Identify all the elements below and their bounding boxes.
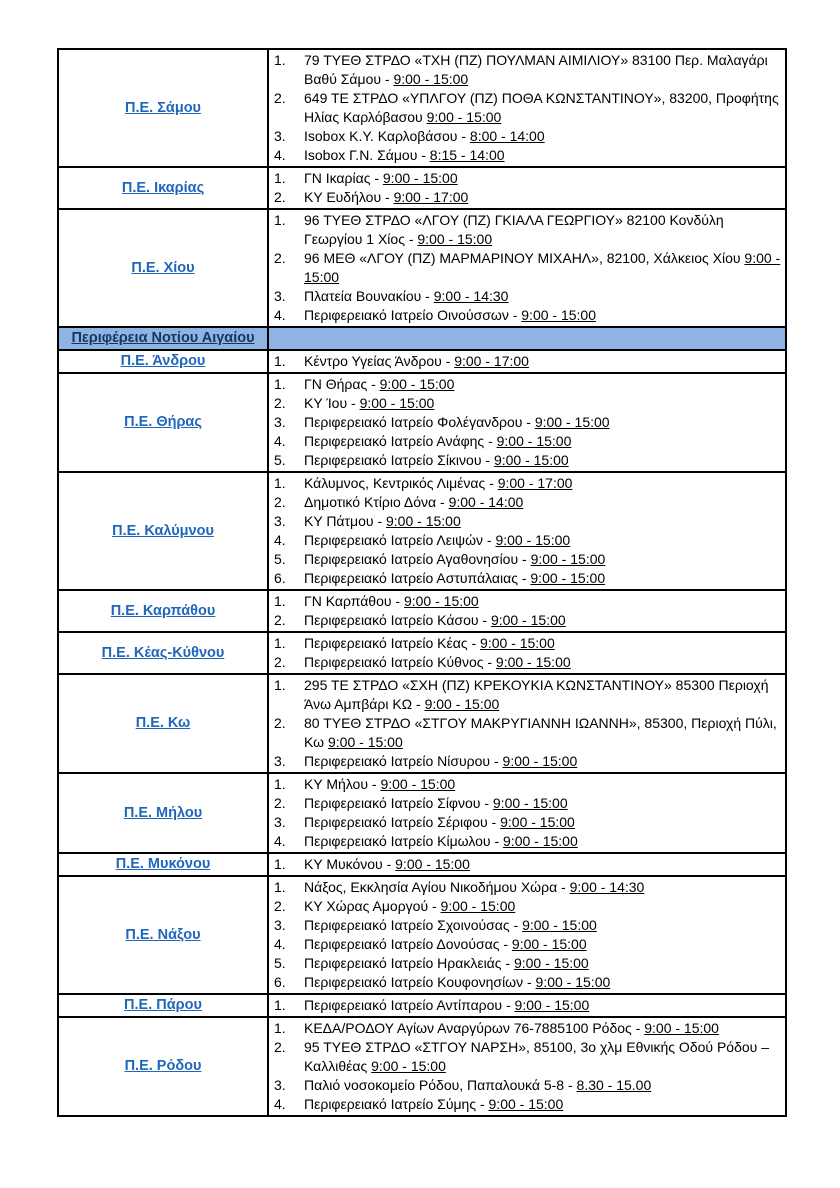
opening-hours: 9:00 - 15:00 xyxy=(380,776,456,792)
list-item-number: 5. xyxy=(274,551,286,567)
list-item xyxy=(269,432,785,451)
list-item-text xyxy=(304,611,785,630)
list-item xyxy=(269,714,785,752)
list-item-text xyxy=(304,211,785,249)
region-cell xyxy=(58,994,268,1017)
region-link[interactable]: Π.Ε. Κέας-Κύθνου xyxy=(101,644,225,661)
list-item xyxy=(269,1038,785,1076)
list-item-number: 4. xyxy=(274,147,286,163)
list-item xyxy=(269,752,785,771)
region-link[interactable]: Π.Ε. Νάξου xyxy=(125,926,201,943)
opening-hours: 9:00 - 15:00 xyxy=(371,1058,446,1074)
opening-hours: 9:00 - 15:00 xyxy=(500,814,575,830)
list-item xyxy=(269,916,785,935)
opening-hours: 9:00 - 15:00 xyxy=(511,936,587,952)
list-item-number: 3. xyxy=(274,513,286,529)
list-item xyxy=(269,634,785,653)
opening-hours: 9:00 - 15:00 xyxy=(426,109,502,125)
list-item-number: 1. xyxy=(274,997,286,1013)
opening-hours: 9:00 - 15:00 xyxy=(395,856,470,872)
opening-hours: 9:00 - 14:00 xyxy=(448,494,524,510)
list-item-text xyxy=(304,531,785,550)
opening-hours: 8.30 - 15.00 xyxy=(576,1077,652,1093)
list-item xyxy=(269,550,785,569)
region-cell xyxy=(58,373,268,472)
location-name: ΚΕΔΑ/ΡΟΔΟΥ Αγίων Αναργύρων 76-7885100 Ρόδος - xyxy=(304,1020,645,1036)
region-cell xyxy=(58,167,268,209)
opening-hours: 9:00 - 15:00 xyxy=(480,635,555,651)
location-name: Περιφερειακό Ιατρείο Σίφνου - xyxy=(304,795,493,811)
list-item-number: 3. xyxy=(274,1077,286,1093)
list-item-text xyxy=(304,493,785,512)
list-item-text xyxy=(304,855,785,874)
list-item-number: 1. xyxy=(274,856,286,872)
list-item-text xyxy=(304,512,785,531)
list-item-number: 1. xyxy=(274,52,286,68)
list-item-number: 1. xyxy=(274,353,286,369)
list-item-number: 1. xyxy=(274,1020,286,1036)
list-item-text xyxy=(304,352,785,371)
section-header-label: Περιφέρεια Νοτίου Αιγαίου xyxy=(71,330,255,346)
opening-hours: 9:00 - 15:00 xyxy=(379,376,455,392)
region-cell xyxy=(58,350,268,373)
opening-hours: 9:00 - 15:00 xyxy=(382,170,458,186)
items-cell xyxy=(268,853,786,876)
region-row xyxy=(58,773,786,853)
list-item-number: 1. xyxy=(274,475,286,491)
location-name: Παλιό νοσοκομείο Ρόδου, Παπαλουκά 5-8 - xyxy=(304,1077,577,1093)
items-cell xyxy=(268,167,786,209)
location-name: ΚΥ Ευδήλου - xyxy=(304,189,394,205)
opening-hours: 8:15 - 14:00 xyxy=(429,147,505,163)
list-item-number: 1. xyxy=(274,376,286,392)
region-link[interactable]: Π.Ε. Χίου xyxy=(131,259,195,276)
list-item-number: 5. xyxy=(274,452,286,468)
list-item xyxy=(269,413,785,432)
list-item xyxy=(269,188,785,207)
items-cell xyxy=(268,49,786,167)
list-item-text xyxy=(304,592,785,611)
items-cell xyxy=(268,674,786,773)
list-item xyxy=(269,249,785,287)
opening-hours: 9:00 - 15:00 xyxy=(403,593,479,609)
region-link[interactable]: Π.Ε. Μήλου xyxy=(123,804,203,821)
region-row xyxy=(58,590,786,632)
list-item-number: 4. xyxy=(274,433,286,449)
list-item xyxy=(269,451,785,470)
region-row xyxy=(58,1017,786,1116)
location-name: Κάλυμνος, Κεντρικός Λιμένας - xyxy=(304,475,498,491)
opening-hours: 9:00 - 15:00 xyxy=(492,795,568,811)
list-item xyxy=(269,169,785,188)
list-item-text xyxy=(304,451,785,470)
location-name: ΓΝ Καρπάθου - xyxy=(304,593,404,609)
list-item-text xyxy=(304,188,785,207)
location-name: Isobox Κ.Υ. Καρλοβάσου - xyxy=(304,128,470,144)
list-item-number: 2. xyxy=(274,795,286,811)
list-item xyxy=(269,1095,785,1114)
list-item-number: 2. xyxy=(274,898,286,914)
list-item-number: 1. xyxy=(274,212,286,228)
list-item-number: 2. xyxy=(274,189,286,205)
region-row xyxy=(58,472,786,590)
list-item-number: 2. xyxy=(274,250,286,266)
table-body xyxy=(58,49,786,1116)
location-name: Περιφερειακό Ιατρείο Σέριφου - xyxy=(304,814,501,830)
location-name: Περιφερειακό Ιατρείο Φολέγανδρου - xyxy=(304,414,535,430)
region-cell xyxy=(58,632,268,674)
items-cell xyxy=(268,1017,786,1116)
list-item-text xyxy=(304,146,785,165)
list-item-text xyxy=(304,714,785,752)
location-name: 96 ΤΥΕΘ ΣΤΡΔΟ «ΛΓΟΥ (ΠΖ) ΓΚΙΑΛΑ ΓΕΩΡΓΙΟΥ» 82100 Κονδύλη Γεωργίου 1 Χίος - xyxy=(304,212,724,247)
location-name: Περιφερειακό Ιατρείο Νίσυρου - xyxy=(304,753,503,769)
region-cell xyxy=(58,472,268,590)
list-item-number: 2. xyxy=(274,494,286,510)
opening-hours: 9:00 - 15:00 xyxy=(644,1020,719,1036)
list-item-number: 1. xyxy=(274,170,286,186)
list-item-number: 1. xyxy=(274,635,286,651)
list-item-text xyxy=(304,550,785,569)
location-name: Περιφερειακό Ιατρείο Δονούσας - xyxy=(304,936,512,952)
location-name: ΚΥ Ίου - xyxy=(304,395,360,411)
region-link[interactable]: Π.Ε. Καρπάθου xyxy=(110,602,216,619)
location-name: Περιφερειακό Ιατρείο Σχοινούσας - xyxy=(304,917,523,933)
list-item-text xyxy=(304,394,785,413)
list-item-number: 2. xyxy=(274,654,286,670)
location-name: ΚΥ Μυκόνου - xyxy=(304,856,396,872)
location-name: Περιφερειακό Ιατρείο Ηρακλειάς - xyxy=(304,955,514,971)
opening-hours: 9:00 - 17:00 xyxy=(454,353,529,369)
list-item xyxy=(269,1076,785,1095)
items-cell xyxy=(268,209,786,327)
list-item-text xyxy=(304,432,785,451)
location-name: 649 ΤΕ ΣΤΡΔΟ «ΥΠΛΓΟΥ (ΠΖ) ΠΟΘΑ ΚΩΝΣΤΑΝΤΙΝΟΥ», 83200, Προφήτης Ηλίας Καρλόβασου xyxy=(304,90,779,125)
items-cell xyxy=(268,373,786,472)
list-item-text xyxy=(304,676,785,714)
list-item-text xyxy=(304,1019,785,1038)
location-name: Πλατεία Βουνακίου - xyxy=(304,288,434,304)
list-item xyxy=(269,813,785,832)
list-item-text xyxy=(304,1038,785,1076)
list-item-number: 4. xyxy=(274,936,286,952)
region-link[interactable]: Π.Ε. Μυκόνου xyxy=(115,856,211,872)
list-item-text xyxy=(304,474,785,493)
opening-hours: 9:00 - 15:00 xyxy=(490,612,566,628)
list-item xyxy=(269,569,785,588)
location-name: Περιφερειακό Ιατρείο Σίκινου - xyxy=(304,452,494,468)
list-item xyxy=(269,51,785,89)
location-name: Νάξος, Εκκλησία Αγίου Νικοδήμου Χώρα - xyxy=(304,879,570,895)
opening-hours: 9:00 - 15:00 xyxy=(502,753,578,769)
list-item-text xyxy=(304,569,785,588)
location-name: Περιφερειακό Ιατρείο Αγαθονησίου - xyxy=(304,551,531,567)
list-item-number: 3. xyxy=(274,414,286,430)
opening-hours: 9:00 - 15:00 xyxy=(530,570,606,586)
region-row xyxy=(58,674,786,773)
section-header-empty-cell xyxy=(268,327,786,350)
list-item xyxy=(269,935,785,954)
location-name: 79 ΤΥΕΘ ΣΤΡΔΟ «ΤΧΗ (ΠΖ) ΠΟΥΛΜΑΝ ΑΙΜΙΛΙΟΥ» 83100 Περ. Μαλαγάρι Βαθύ Σάμου - xyxy=(304,52,768,87)
opening-hours: 9:00 - 15:00 xyxy=(328,734,403,750)
list-item-text xyxy=(304,832,785,851)
opening-hours: 8:00 - 14:00 xyxy=(469,128,545,144)
list-item-text xyxy=(304,89,785,127)
section-header-row xyxy=(58,327,786,350)
list-item xyxy=(269,146,785,165)
list-item-number: 1. xyxy=(274,776,286,792)
list-item-text xyxy=(304,127,785,146)
opening-hours: 9:00 - 15:00 xyxy=(359,395,435,411)
location-name: Δημοτικό Κτίριο Δόνα - xyxy=(304,494,449,510)
location-name: Περιφερειακό Ιατρείο Κάσου - xyxy=(304,612,491,628)
region-row xyxy=(58,350,786,373)
opening-hours: 9:00 - 15:00 xyxy=(534,414,610,430)
list-item-number: 4. xyxy=(274,833,286,849)
list-item xyxy=(269,127,785,146)
location-name: Περιφερειακό Ιατρείο Κέας - xyxy=(304,635,481,651)
opening-hours: 9:00 - 14:30 xyxy=(433,288,509,304)
list-item xyxy=(269,394,785,413)
opening-hours: 9:00 - 15:00 xyxy=(417,231,493,247)
region-link[interactable]: Π.Ε. Ικαρίας xyxy=(121,179,205,196)
list-item-number: 3. xyxy=(274,128,286,144)
list-item-number: 4. xyxy=(274,1096,286,1112)
items-cell xyxy=(268,350,786,373)
list-item-text xyxy=(304,169,785,188)
location-name: Isobox Γ.Ν. Σάμου - xyxy=(304,147,430,163)
location-name: 96 ΜΕΘ «ΛΓΟΥ (ΠΖ) ΜΑΡΜΑΡΙΝΟΥ ΜΙΧΑΗΛ», 82100, Χάλκειος Χίου xyxy=(304,250,745,266)
section-header-cell xyxy=(58,327,268,350)
location-name: ΓΝ Θήρας - xyxy=(304,376,380,392)
location-name: Περιφερειακό Ιατρείο Κύθνος - xyxy=(304,654,496,670)
list-item xyxy=(269,996,785,1015)
list-item xyxy=(269,954,785,973)
list-item xyxy=(269,855,785,874)
list-item-text xyxy=(304,653,785,672)
region-link[interactable]: Π.Ε. Κω xyxy=(135,715,191,731)
list-item-number: 1. xyxy=(274,879,286,895)
list-item-number: 2. xyxy=(274,395,286,411)
list-item xyxy=(269,512,785,531)
region-cell xyxy=(58,674,268,773)
opening-hours: 9:00 - 15:00 xyxy=(521,307,596,323)
list-item xyxy=(269,794,785,813)
list-item-text xyxy=(304,306,785,325)
location-name: Κέντρο Υγείας Άνδρου - xyxy=(304,353,455,369)
region-row xyxy=(58,49,786,167)
location-name: ΚΥ Χώρας Αμοργού - xyxy=(304,898,441,914)
opening-hours: 9:00 - 15:00 xyxy=(386,513,461,529)
region-link[interactable]: Π.Ε. Πάρου xyxy=(124,997,202,1013)
region-cell xyxy=(58,209,268,327)
list-item-text xyxy=(304,996,785,1015)
list-item xyxy=(269,653,785,672)
opening-hours: 9:00 - 17:00 xyxy=(393,189,469,205)
list-item-number: 5. xyxy=(274,955,286,971)
list-item-text xyxy=(304,634,785,653)
list-item xyxy=(269,89,785,127)
list-item xyxy=(269,531,785,550)
list-item xyxy=(269,375,785,394)
list-item-number: 2. xyxy=(274,612,286,628)
list-item-text xyxy=(304,287,785,306)
region-row xyxy=(58,853,786,876)
location-name: Περιφερειακό Ιατρείο Κουφονησίων - xyxy=(304,974,536,990)
list-item-text xyxy=(304,375,785,394)
region-cell xyxy=(58,853,268,876)
items-cell xyxy=(268,876,786,994)
list-item xyxy=(269,897,785,916)
list-item xyxy=(269,493,785,512)
region-link[interactable]: Π.Ε. Σάμου xyxy=(124,99,201,116)
region-link[interactable]: Π.Ε. Άνδρου xyxy=(120,353,206,369)
list-item xyxy=(269,211,785,249)
list-item-number: 3. xyxy=(274,814,286,830)
list-item-number: 4. xyxy=(274,307,286,323)
list-item-number: 3. xyxy=(274,753,286,769)
region-row xyxy=(58,167,786,209)
location-name: Περιφερειακό Ιατρείο Λειψών - xyxy=(304,532,496,548)
items-cell xyxy=(268,773,786,853)
list-item xyxy=(269,306,785,325)
region-link[interactable]: Π.Ε. Καλύμνου xyxy=(112,522,214,539)
region-link[interactable]: Π.Ε. Ρόδου xyxy=(124,1058,202,1074)
opening-hours: 9:00 - 15:00 xyxy=(424,696,500,712)
region-row xyxy=(58,994,786,1017)
list-item-text xyxy=(304,249,785,287)
opening-hours: 9:00 - 15:00 xyxy=(514,997,590,1013)
list-item-text xyxy=(304,973,785,992)
region-cell xyxy=(58,590,268,632)
opening-hours: 9:00 - 15:00 xyxy=(503,833,578,849)
list-item xyxy=(269,352,785,371)
opening-hours: 9:00 - 15:00 xyxy=(530,551,606,567)
list-item-text xyxy=(304,813,785,832)
list-item xyxy=(269,878,785,897)
items-cell xyxy=(268,590,786,632)
list-item xyxy=(269,287,785,306)
region-link[interactable]: Π.Ε. Θήρας xyxy=(124,414,202,430)
opening-hours: 9:00 - 15:00 xyxy=(304,250,781,285)
items-cell xyxy=(268,632,786,674)
list-item-text xyxy=(304,1076,785,1095)
opening-hours: 9:00 - 15:00 xyxy=(440,898,516,914)
opening-hours: 9:00 - 15:00 xyxy=(522,917,597,933)
list-item-number: 2. xyxy=(274,715,286,731)
list-item-text xyxy=(304,878,785,897)
list-item xyxy=(269,474,785,493)
region-cell xyxy=(58,876,268,994)
location-name: Περιφερειακό Ιατρείο Κίμωλου - xyxy=(304,833,504,849)
list-item xyxy=(269,592,785,611)
list-item-number: 6. xyxy=(274,974,286,990)
list-item xyxy=(269,973,785,992)
list-item-number: 1. xyxy=(274,593,286,609)
region-cell xyxy=(58,773,268,853)
list-item-text xyxy=(304,897,785,916)
list-item-text xyxy=(304,954,785,973)
list-item-number: 1. xyxy=(274,677,286,693)
list-item-number: 6. xyxy=(274,570,286,586)
location-name: 295 ΤΕ ΣΤΡΔΟ «ΣΧΗ (ΠΖ) ΚΡΕΚΟΥΚΙΑ ΚΩΝΣΤΑΝΤΙΝΟΥ» 85300 Περιοχή Άνω Αμπβάρι ΚΩ - xyxy=(304,677,769,712)
location-name: ΚΥ Μήλου - xyxy=(304,776,381,792)
region-cell xyxy=(58,49,268,167)
location-name: Περιφερειακό Ιατρείο Οινούσσων - xyxy=(304,307,522,323)
list-item xyxy=(269,775,785,794)
opening-hours: 9:00 - 15:00 xyxy=(513,955,589,971)
list-item-text xyxy=(304,752,785,771)
opening-hours: 9:00 - 15:00 xyxy=(493,452,569,468)
vaccination-centers-table xyxy=(57,48,787,1117)
list-item-text xyxy=(304,413,785,432)
items-cell xyxy=(268,472,786,590)
list-item-text xyxy=(304,1095,785,1114)
list-item xyxy=(269,832,785,851)
list-item xyxy=(269,1019,785,1038)
opening-hours: 9:00 - 15:00 xyxy=(488,1096,564,1112)
region-row xyxy=(58,209,786,327)
list-item-number: 4. xyxy=(274,532,286,548)
list-item-text xyxy=(304,794,785,813)
location-name: Περιφερειακό Ιατρείο Ανάφης - xyxy=(304,433,497,449)
opening-hours: 9:00 - 15:00 xyxy=(393,71,469,87)
location-name: 95 ΤΥΕΘ ΣΤΡΔΟ «ΣΤΓΟΥ ΝΑΡΣΗ», 85100, 3ο χλμ Εθνικής Οδού Ρόδου – Καλλιθέας xyxy=(304,1039,769,1074)
location-name: ΓΝ Ικαρίας - xyxy=(304,170,383,186)
list-item xyxy=(269,676,785,714)
opening-hours: 9:00 - 15:00 xyxy=(535,974,611,990)
opening-hours: 9:00 - 15:00 xyxy=(495,654,571,670)
opening-hours: 9:00 - 15:00 xyxy=(495,532,571,548)
opening-hours: 9:00 - 15:00 xyxy=(496,433,572,449)
list-item-number: 3. xyxy=(274,288,286,304)
list-item-number: 3. xyxy=(274,917,286,933)
location-name: Περιφερειακό Ιατρείο Αστυπάλαιας - xyxy=(304,570,531,586)
list-item-text xyxy=(304,775,785,794)
list-item-number: 2. xyxy=(274,90,286,106)
location-name: ΚΥ Πάτμου - xyxy=(304,513,386,529)
list-item-text xyxy=(304,935,785,954)
region-row xyxy=(58,632,786,674)
opening-hours: 9:00 - 17:00 xyxy=(497,475,573,491)
list-item xyxy=(269,611,785,630)
list-item-text xyxy=(304,51,785,89)
location-name: 80 ΤΥΕΘ ΣΤΡΔΟ «ΣΤΓΟΥ ΜΑΚΡΥΓΙΑΝΝΗ ΙΩΑΝΝΗ», 85300, Περιοχή Πύλι, Κω xyxy=(304,715,777,750)
region-row xyxy=(58,373,786,472)
location-name: Περιφερειακό Ιατρείο Αντίπαρου - xyxy=(304,997,515,1013)
region-cell xyxy=(58,1017,268,1116)
items-cell xyxy=(268,994,786,1017)
region-row xyxy=(58,876,786,994)
opening-hours: 9:00 - 14:30 xyxy=(569,879,645,895)
location-name: Περιφερειακό Ιατρείο Σύμης - xyxy=(304,1096,489,1112)
list-item-text xyxy=(304,916,785,935)
list-item-number: 2. xyxy=(274,1039,286,1055)
